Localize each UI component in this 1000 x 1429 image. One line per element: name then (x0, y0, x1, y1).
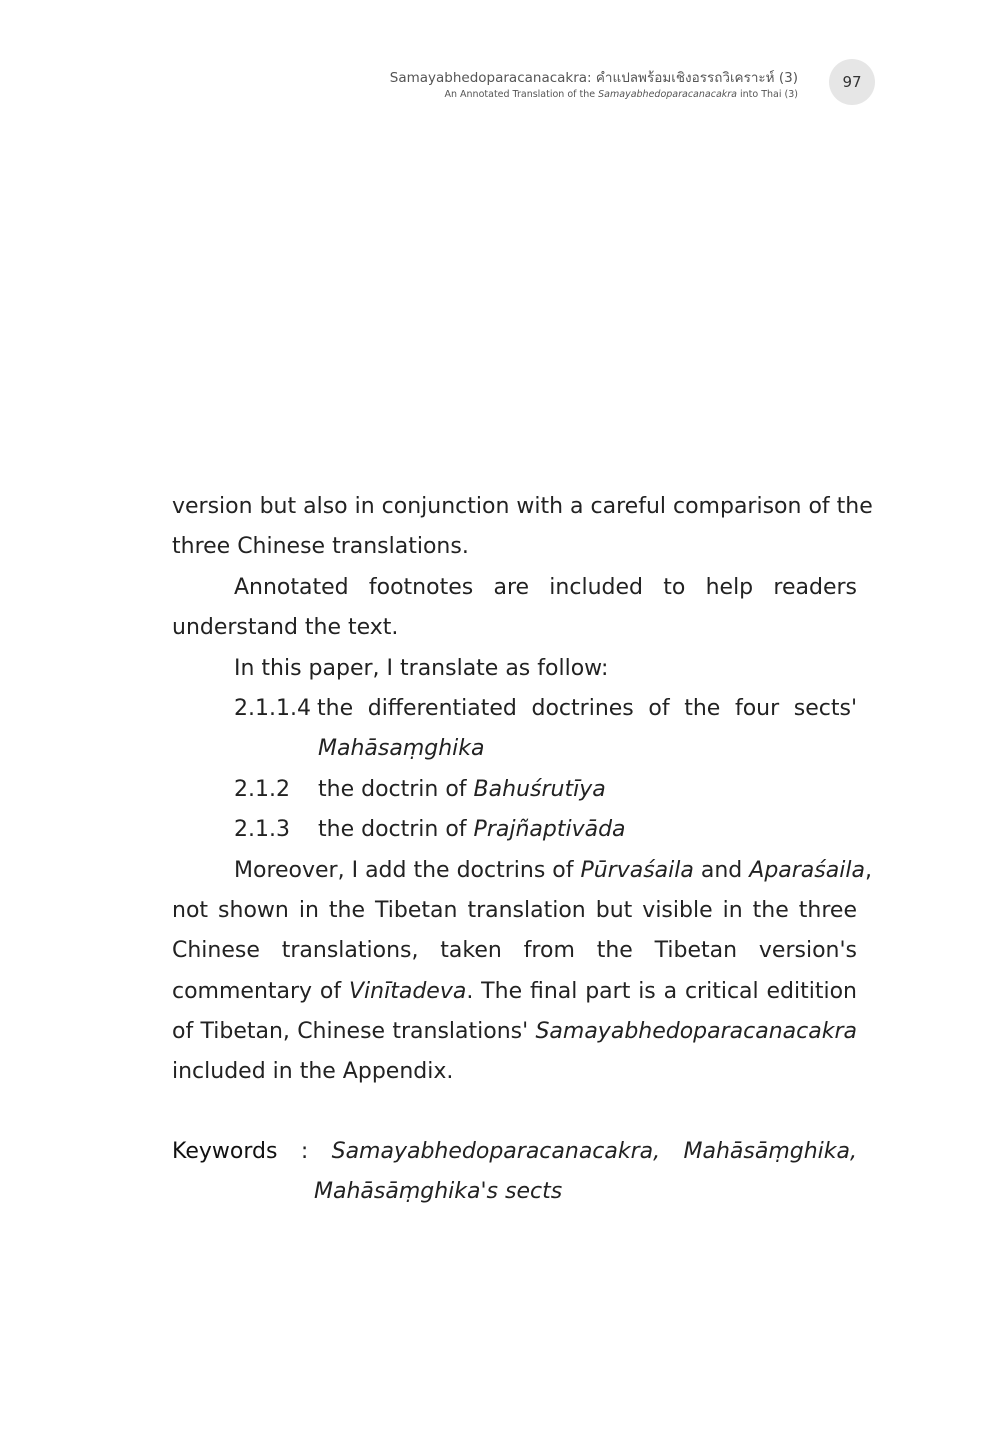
paragraph-line: version but also in conjunction with a careful comparison of the (172, 494, 873, 519)
list-item-number: 2.1.3 (234, 817, 290, 843)
subtitle-italic: Samayabhedoparacanacakra (598, 89, 737, 100)
list-item-text: the differentiated doctrines of the four sects' (317, 695, 857, 721)
list-item-number: 2.1.2 (234, 776, 290, 802)
running-header (390, 68, 798, 102)
list-item-text: the doctrin of (318, 776, 474, 802)
sect-name: Pūrvaśaila (580, 857, 694, 883)
text-run: of Tibetan, Chinese translations' (172, 1019, 536, 1045)
text-title: Samayabhedoparacanacakra (535, 1019, 857, 1045)
list-item-text: the doctrin of (318, 817, 474, 843)
keywords-separator: : (300, 1139, 309, 1164)
keywords-list-continued: Mahāsāṃghika's sects (314, 1179, 563, 1205)
text-run: . The final part is a critical editition (466, 978, 857, 1004)
paragraph-line: Annotated footnotes are included to help readers (234, 574, 857, 600)
sect-name: Aparaśaila (749, 857, 865, 883)
paragraph-line: not shown in the Tibetan translation but visible in the three (172, 897, 857, 923)
sect-name: Bahuśrutīya (473, 776, 606, 802)
list-item-2 (172, 770, 857, 810)
text-run: and (693, 857, 750, 883)
paragraph-line (172, 1012, 857, 1052)
text-run: , (864, 857, 872, 883)
running-header-subtitle (390, 88, 798, 102)
paragraph-line (172, 972, 857, 1012)
text-run: Moreover, I add the doctrins of (234, 857, 581, 883)
keywords-section (172, 1132, 857, 1213)
keywords-line-2 (172, 1172, 857, 1212)
text-run: commentary of (172, 978, 349, 1004)
sect-name: Prajñaptivāda (473, 817, 626, 843)
list-item-1-continuation (172, 729, 857, 769)
keywords-label: Keywords (172, 1139, 278, 1164)
keywords-line-1 (172, 1132, 857, 1172)
running-header-title: Samayabhedoparacanacakra: คำแปลพร้อมเชิงอรรถวิเคราะห์ (3) (389, 70, 798, 86)
subtitle-suffix: into Thai (3) (737, 89, 798, 100)
subtitle-prefix: An Annotated Translation of the (444, 89, 599, 100)
paragraph-line: In this paper, I translate as follow: (234, 655, 609, 681)
list-item-1 (172, 689, 857, 729)
paragraph-line: Chinese translations, taken from the Tibetan version's (172, 938, 857, 964)
page-number-badge: 97 (829, 59, 875, 105)
paragraph-line: understand the text. (172, 615, 399, 641)
paragraph-line: included in the Appendix. (172, 1059, 454, 1085)
keywords-list: Samayabhedoparacanacakra, Mahāsāṃghika, (331, 1139, 858, 1164)
paragraph-line: three Chinese translations. (172, 534, 469, 560)
paragraph-line (172, 851, 872, 891)
sect-name: Mahāsaṃghika (318, 736, 485, 762)
list-item-number: 2.1.1.4 (234, 695, 311, 721)
list-item-3 (172, 810, 857, 850)
body-text (172, 487, 873, 1093)
author-name: Vinītadeva (349, 978, 467, 1004)
